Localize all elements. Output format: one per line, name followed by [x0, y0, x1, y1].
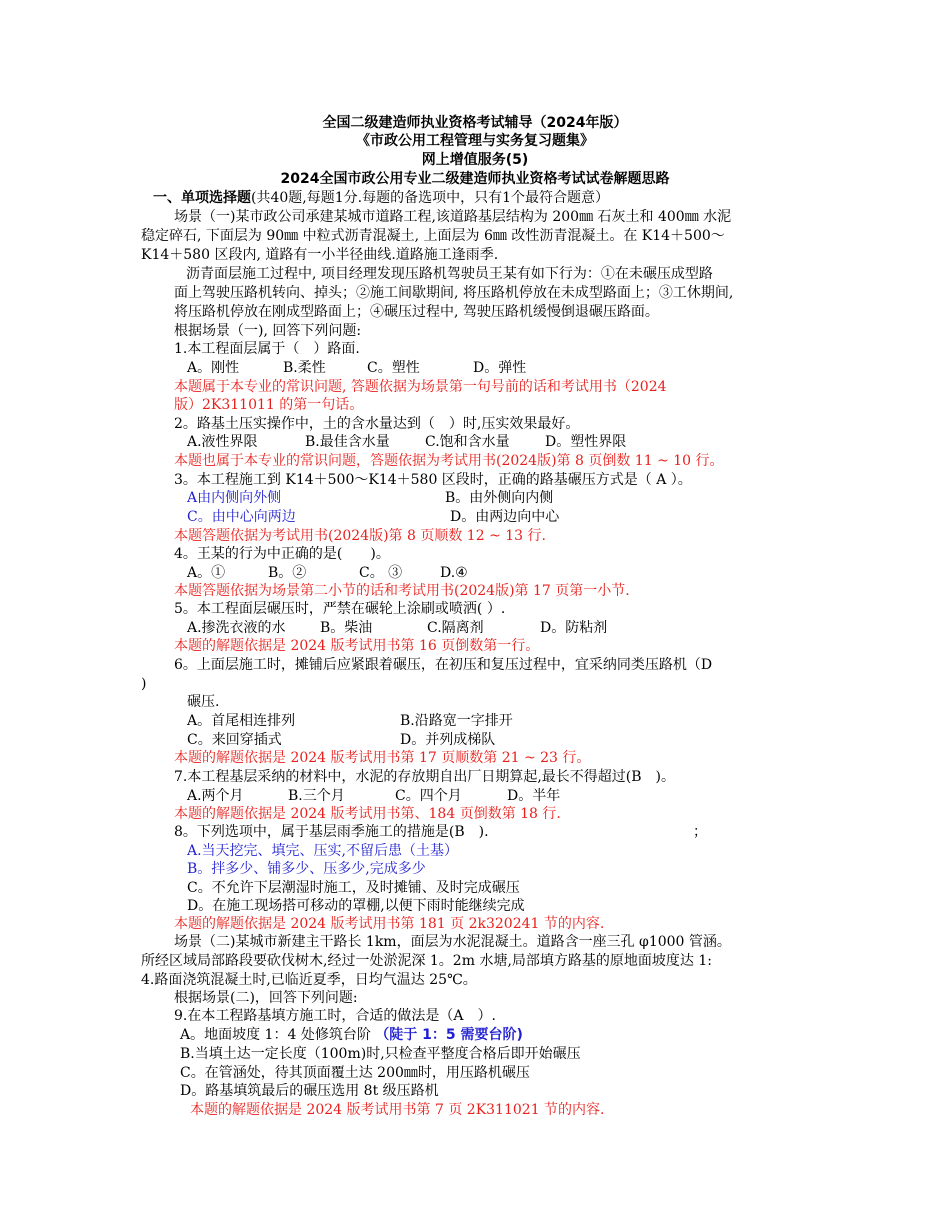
doc-title-line2: 《市政公用工程管理与实务复习题集》 — [356, 133, 594, 149]
option-b: B.当填土达一定长度（100m)时,只检查平整度合格后即开始碾压 — [180, 1046, 581, 1062]
option-d: D。塑性界限 — [545, 434, 627, 450]
scene2-text: 场景（二)某城市新建主干路长 1km，面层为水泥混凝土。道路含一座三孔 φ1000 管涵。 — [174, 934, 731, 950]
option-c: C。 ③ — [359, 565, 403, 581]
option-d: D。并列成梯队 — [400, 732, 496, 748]
section-heading — [153, 189, 609, 207]
explanation: 版）2K311011 的第一句话。 — [174, 397, 364, 413]
scene2-text: 所经区域局部路段要砍伐树木,经过一处淤泥深 1。2m 水塘,局部填方路基的原地面坡度达 1: — [141, 953, 712, 969]
option-c: C。塑性 — [367, 360, 420, 376]
option-a: A。刚性 — [187, 360, 240, 376]
scene1-text: K14＋580 区段内, 道路有一小半径曲线.道路施工逢雨季. — [141, 247, 499, 263]
option-b: B.柔性 — [283, 360, 326, 376]
question-stem-tail: ； — [693, 824, 707, 840]
option-b: B。拌多少、铺多少、压多少,完成多少 — [187, 861, 426, 877]
explanation: 本题答题依据为考试用书(2024版)第 8 页顺数 12 ~ 13 行. — [174, 528, 546, 544]
scene1-ask: 根据场景（一), 回答下列问题: — [174, 323, 362, 339]
explanation: 本题的解题依据是 2024 版考试用书第 181 页 2k320241 节的内容. — [174, 916, 605, 932]
option-d: D。半年 — [507, 788, 561, 804]
doc-title-line1: 全国二级建造师执业资格考试辅导（2024年版） — [322, 115, 628, 131]
section-title: 一、单项选择题 — [153, 190, 251, 206]
question-stem: 1.本工程面层属于（ ）路面. — [174, 341, 360, 357]
question-stem: 4。王某的行为中正确的是( )。 — [174, 546, 390, 562]
option-d: D。弹性 — [473, 360, 527, 376]
explanation: 本题答题依据为场景第二小节的话和考试用书(2024版)第 17 页第一小节. — [174, 583, 630, 599]
option-c: C.饱和含水量 — [425, 434, 510, 450]
scene2-text: 4.路面浇筑混凝土时,已临近夏季，日均气温达 25℃。 — [141, 972, 477, 988]
scene2-ask: 根据场景(二)，回答下列问题: — [174, 990, 358, 1006]
question-stem: 5。本工程面层碾压时，严禁在碾轮上涂刷或喷洒( ）. — [174, 601, 506, 617]
option-c: C.隔离剂 — [427, 620, 484, 636]
scene1-text: 将压路机停放在刚成型路面上；④碾压过程中, 驾驶压路机缓慢倒退碾压路面。 — [174, 304, 659, 320]
explanation: 本题的解题依据是 2024 版考试用书第 17 页顺数第 21 ~ 23 行。 — [174, 750, 591, 766]
explanation: 本题属于本专业的常识问题, 答题依据为场景第一句号前的话和考试用书（2024 — [174, 379, 667, 395]
option-b: B.沿路宽一字排开 — [400, 713, 513, 729]
option-d: D。路基填筑最后的碾压选用 8t 级压路机 — [180, 1083, 439, 1099]
scene1-text: 稳定碎石, 下面层为 90㎜ 中粒式沥青混凝土, 上面层为 6㎜ 改性沥青混凝土。在 K14＋500～ — [141, 228, 725, 244]
option-a: A.两个月 — [187, 788, 244, 804]
explanation: 本题的解题依据是 2024 版考试用书第 16 页倒数第一行。 — [174, 638, 540, 654]
option-b: B。由外侧向内侧 — [445, 490, 554, 506]
option-c: C。来回穿插式 — [187, 732, 282, 748]
option-a: A。① — [187, 565, 226, 581]
question-stem: 9.在本工程路基填方施工时，合适的做法是（A ）. — [174, 1008, 496, 1024]
question-stem: 碾压. — [187, 694, 220, 710]
explanation: 本题的解题依据是 2024 版考试用书第、184 页倒数第 18 行. — [174, 806, 561, 822]
doc-title-line4: 2024全国市政公用专业二级建造师执业资格考试试卷解题思路 — [280, 171, 670, 187]
option-c: C。四个月 — [395, 788, 462, 804]
option-a-text: A。地面坡度 1：4 处修筑台阶 — [180, 1027, 371, 1043]
option-c: C。不允许下层潮湿时施工，及时摊铺、及时完成碾压 — [187, 880, 520, 896]
option-c: C。由中心向两边 — [187, 509, 296, 525]
option-b: B。柴油 — [320, 620, 373, 636]
scene1-text: 沥青面层施工过程中, 项目经理发现压路机驾驶员王某有如下行为：①在未碾压成型路 — [186, 266, 713, 282]
question-stem: 6。上面层施工时，摊铺后应紧跟着碾压，在初压和复压过程中，宜采纳同类压路机（D — [174, 657, 713, 673]
option-d: D。防粘剂 — [540, 620, 608, 636]
option-c: C。在管涵处，待其顶面覆土达 200㎜时，用压路机碾压 — [180, 1065, 530, 1081]
scene1-text: 面上驾驶压路机转向、掉头；②施工间歇期间, 将压路机停放在未成型路面上；③工休期间, — [174, 285, 734, 301]
option-a: A.液性界限 — [187, 434, 258, 450]
question-stem: ) — [141, 676, 147, 692]
question-stem: 3。本工程施工到 K14＋500～K14＋580 区段时，正确的路基碾压方式是（ A ）。 — [174, 472, 692, 488]
option-a — [180, 1026, 523, 1044]
question-stem: 7.本工程基层采纳的材料中，水泥的存放期自出厂日期算起,最长不得超过(B )。 — [174, 769, 676, 785]
explanation: 本题的解题依据是 2024 版考试用书第 7 页 2K311021 节的内容. — [190, 1102, 605, 1118]
option-a: A.当天挖完、填完、压实,不留后患（土基） — [187, 843, 459, 859]
option-a: A.掺洗衣液的水 — [187, 620, 286, 636]
section-note: (共40题,每题1分.每题的备选项中，只有1个最符合题意） — [251, 190, 609, 206]
question-stem: 2。路基土压实操作中，土的含水量达到（ ）时,压实效果最好。 — [174, 416, 580, 432]
option-b: B。② — [268, 565, 307, 581]
scene1-text: 场景（一)某市政公司承建某城市道路工程,该道路基层结构为 200㎜ 石灰土和 400㎜ 水泥 — [174, 209, 732, 225]
option-d: D.④ — [440, 565, 468, 581]
option-a-note: （陡于 1：5 需要台阶) — [375, 1027, 523, 1043]
question-stem: 8。下列选项中，属于基层雨季施工的措施是(B ). — [174, 824, 489, 840]
option-a: A由内侧向外侧 — [187, 490, 282, 506]
option-a: A。首尾相连排列 — [187, 713, 296, 729]
option-b: B.最佳含水量 — [305, 434, 390, 450]
option-b: B.三个月 — [288, 788, 345, 804]
doc-title-line3: 网上增值服务(5) — [421, 152, 529, 168]
option-d: D。由两边向中心 — [450, 509, 560, 525]
option-d: D。在施工现场搭可移动的罩棚,以便下雨时能继续完成 — [187, 898, 525, 914]
explanation: 本题也属于本专业的常识问题，答题依据为考试用书(2024版)第 8 页倒数 11 ~ 10 行。 — [174, 453, 724, 469]
